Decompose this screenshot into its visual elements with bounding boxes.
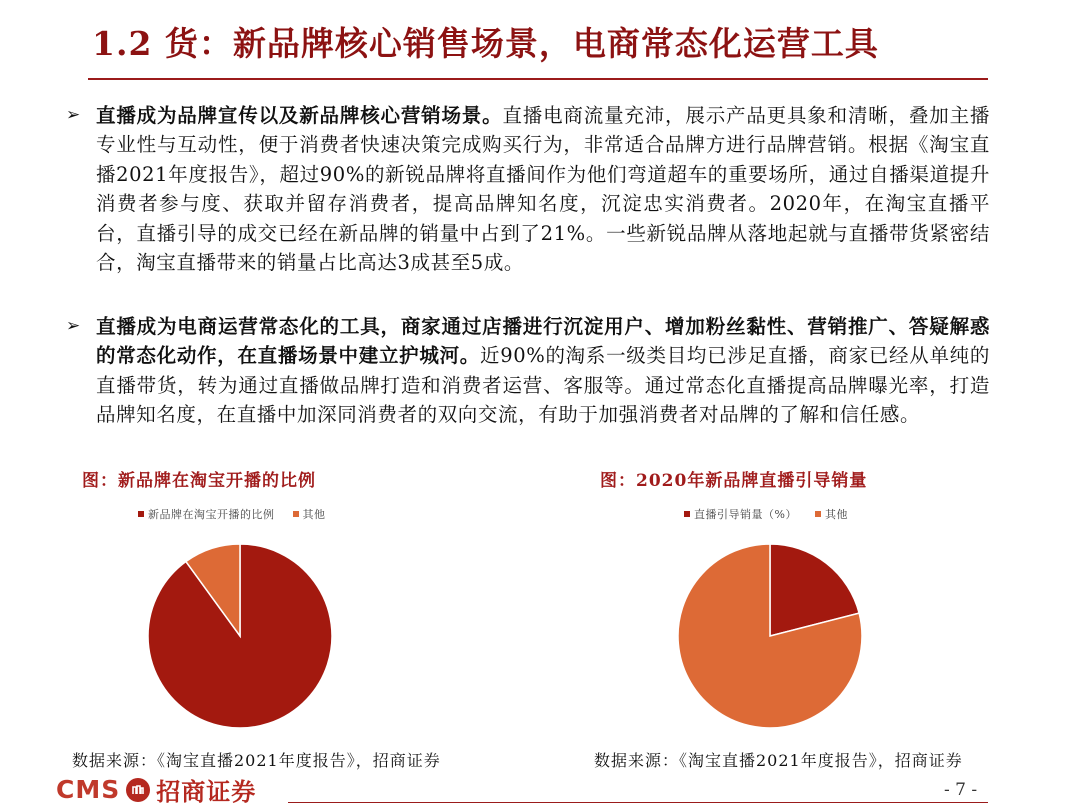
figure-1-source: 数据来源：《淘宝直播2021年度报告》，招商证券 <box>72 751 441 770</box>
bullet-1-bold: 直播成为品牌宣传以及新品牌核心营销场景。 <box>96 104 503 127</box>
bullet-2-body: 近90%的淘系一级类目均已涉足直播，商家已经从单纯的直播带货，转为通过直播做品牌打造和消费者运营、客服等。通过常态化直播提高品牌曝光率，打造品牌知名度，在直播中加深同消费者的双向交流，有助于加强消费者对品牌的了解和信任感。 <box>96 344 990 427</box>
figure-2-source: 数据来源：《淘宝直播2021年度报告》，招商证券 <box>594 751 963 770</box>
company-logo <box>56 772 256 807</box>
legend-item <box>815 506 848 522</box>
bullet-2-text <box>96 312 990 430</box>
figure-1-legend <box>138 506 326 522</box>
figure-2-legend <box>684 506 848 522</box>
legend-item <box>293 506 326 522</box>
bullet-2-bold: 直播成为电商运营常态化的工具，商家通过店播进行沉淀用户、增加粉丝黏性、营销推广、答疑解惑的常态化动作，在直播场景中建立护城河。 <box>96 315 990 368</box>
legend-item <box>138 506 275 522</box>
legend-label: 直播引导销量（%） <box>694 508 797 521</box>
pie-chart-livestream-sales <box>660 530 880 740</box>
bullet-1-text <box>96 101 990 277</box>
legend-label: 新品牌在淘宝开播的比例 <box>148 508 275 521</box>
arrow-bullet-icon: ➢ <box>66 316 81 336</box>
bullet-point-1 <box>66 101 990 277</box>
bullet-1-body: 直播电商流量充沛，展示产品更具象和清晰，叠加主播专业性与互动性，便于消费者快速决策完成购买行为，非常适合品牌方进行品牌营销。根据《淘宝直播2021年度报告》，超过90%的新锐品牌将直播间作为他们弯道超车的重要场所，通过自播渠道提升消费者参与度、获取并留存消费者，提高品牌知名度，沉淀忠实消费者。2020年，在淘宝直播平台，直播引导的成交已经在新品牌的销量中占到了21%。一些新锐品牌从落地起就与直播带货紧密结合，淘宝直播带来的销量占比高达3成甚至5成。 <box>96 104 990 275</box>
logo-badge-icon <box>126 778 150 802</box>
arrow-bullet-icon: ➢ <box>66 105 81 125</box>
pie-chart-new-brand-ratio <box>130 530 350 740</box>
figure-2-title: 图：2020年新品牌直播引导销量 <box>600 471 868 491</box>
logo-brand-name: 招商证券 <box>156 777 257 806</box>
legend-swatch-dark-red <box>684 511 690 517</box>
legend-swatch-orange <box>293 511 299 517</box>
legend-label: 其他 <box>824 508 848 521</box>
figure-1-title: 图：新品牌在淘宝开播的比例 <box>82 471 316 491</box>
page-number: - 7 - <box>944 780 978 800</box>
legend-swatch-orange <box>815 511 821 517</box>
bullet-point-2 <box>66 312 990 430</box>
title-divider <box>88 78 988 80</box>
footer-divider <box>288 802 988 803</box>
legend-item <box>684 506 797 522</box>
legend-swatch-dark-red <box>138 511 144 517</box>
page-title: 1.2 货：新品牌核心销售场景，电商常态化运营工具 <box>92 24 879 63</box>
legend-label: 其他 <box>302 508 326 521</box>
logo-cms-text: CMS <box>56 775 121 804</box>
